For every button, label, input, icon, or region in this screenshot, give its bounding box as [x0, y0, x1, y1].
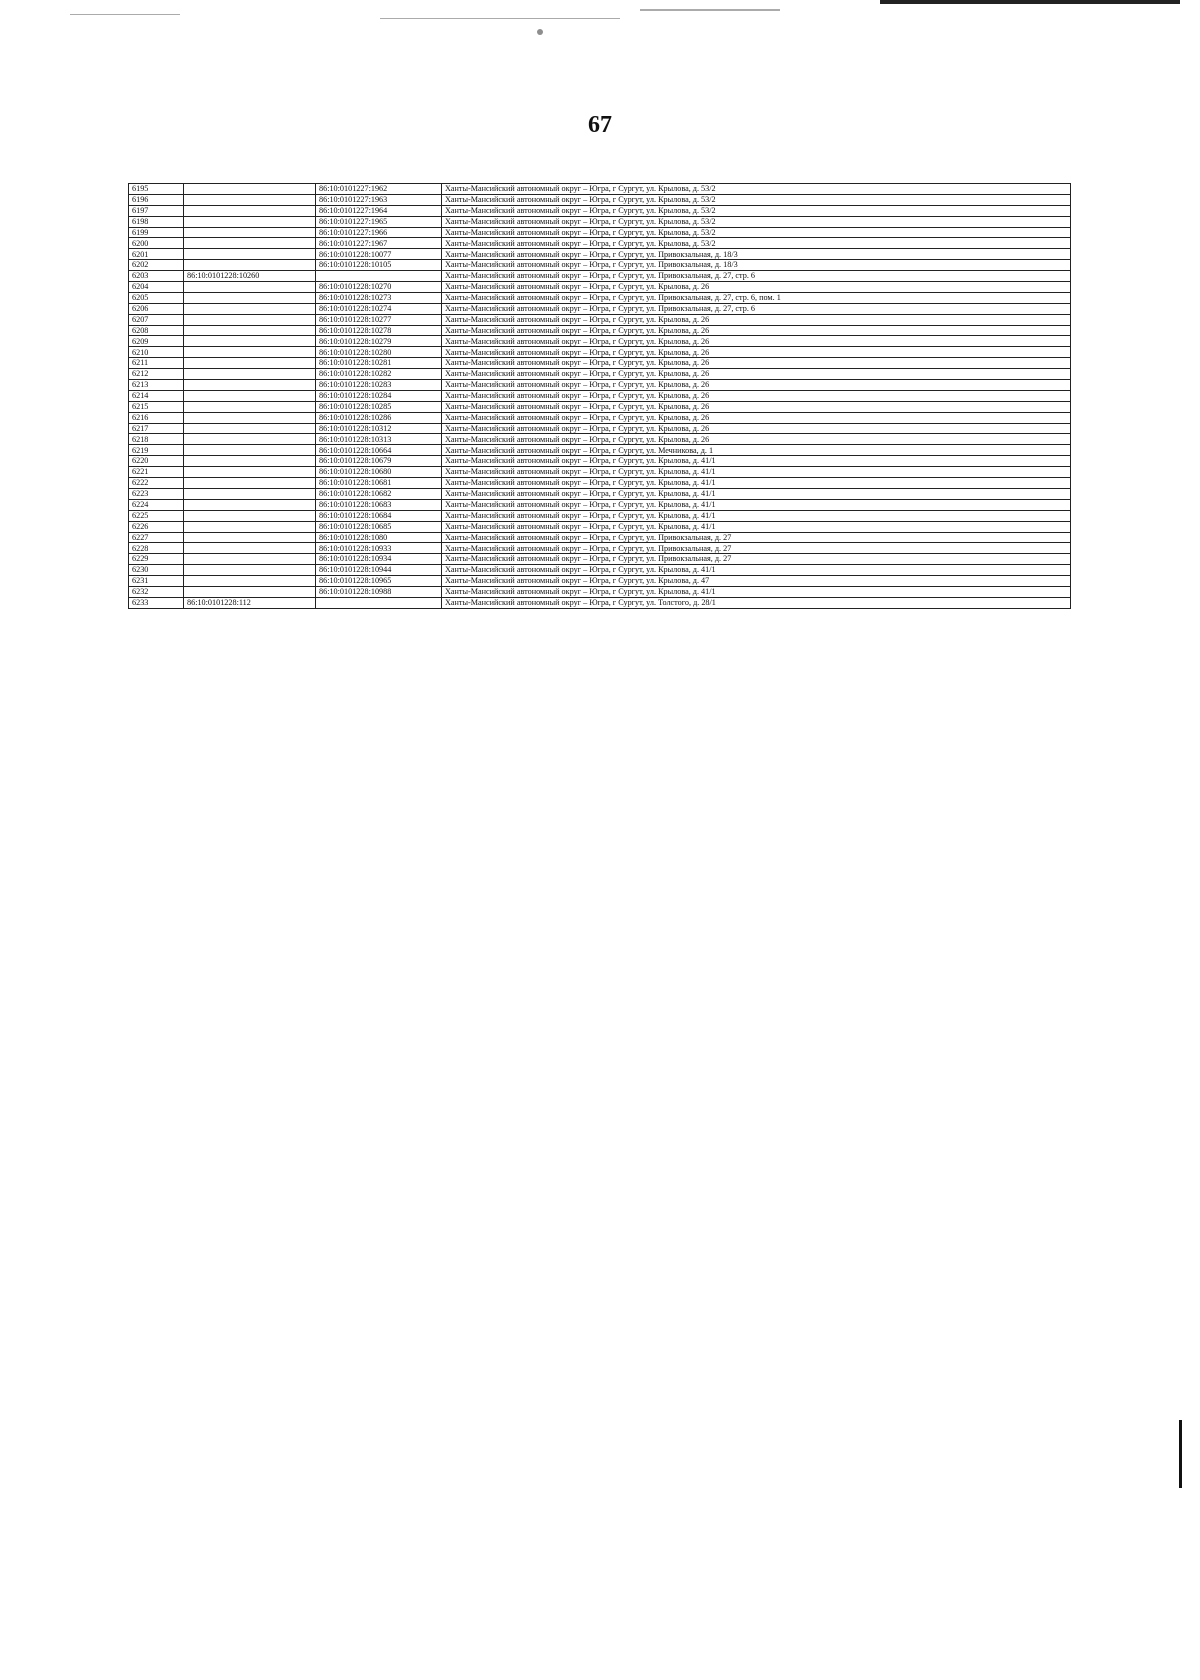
table-row: [129, 434, 1071, 445]
table-row: [129, 336, 1071, 347]
address: Ханты-Мансийский автономный округ – Югра, г Сургут, ул. Привокзальная, д. 27: [442, 554, 1071, 565]
row-number: 6223: [129, 488, 184, 499]
row-number: 6214: [129, 390, 184, 401]
table-row: [129, 401, 1071, 412]
table-row: [129, 423, 1071, 434]
row-number: 6225: [129, 510, 184, 521]
address: Ханты-Мансийский автономный округ – Югра, г Сургут, ул. Крылова, д. 53/2: [442, 238, 1071, 249]
row-number: 6206: [129, 303, 184, 314]
table-row: [129, 445, 1071, 456]
table-row: [129, 184, 1071, 195]
previous-cadastral-number: [184, 521, 316, 532]
row-number: 6228: [129, 543, 184, 554]
previous-cadastral-number: [184, 412, 316, 423]
previous-cadastral-number: 86:10:0101228:112: [184, 597, 316, 608]
cadastral-number: 86:10:0101228:10683: [316, 499, 442, 510]
address: Ханты-Мансийский автономный округ – Югра, г Сургут, ул. Крылова, д. 26: [442, 369, 1071, 380]
cadastral-number: 86:10:0101227:1967: [316, 238, 442, 249]
address: Ханты-Мансийский автономный округ – Югра, г Сургут, ул. Привокзальная, д. 18/3: [442, 260, 1071, 271]
address: Ханты-Мансийский автономный округ – Югра, г Сургут, ул. Крылова, д. 26: [442, 423, 1071, 434]
row-number: 6230: [129, 565, 184, 576]
table-row: [129, 390, 1071, 401]
table-row: [129, 325, 1071, 336]
row-number: 6205: [129, 292, 184, 303]
previous-cadastral-number: [184, 238, 316, 249]
cadastral-number: 86:10:0101228:10105: [316, 260, 442, 271]
previous-cadastral-number: [184, 543, 316, 554]
previous-cadastral-number: [184, 586, 316, 597]
row-number: 6198: [129, 216, 184, 227]
table-row: [129, 303, 1071, 314]
row-number: 6232: [129, 586, 184, 597]
address: Ханты-Мансийский автономный округ – Югра, г Сургут, ул. Крылова, д. 26: [442, 347, 1071, 358]
table-row: [129, 565, 1071, 576]
previous-cadastral-number: [184, 488, 316, 499]
row-number: 6199: [129, 227, 184, 238]
table-row: [129, 412, 1071, 423]
row-number: 6212: [129, 369, 184, 380]
cadastral-number: 86:10:0101228:1080: [316, 532, 442, 543]
registry-table: [128, 183, 1071, 609]
table-row: [129, 380, 1071, 391]
address: Ханты-Мансийский автономный округ – Югра, г Сургут, ул. Крылова, д. 41/1: [442, 510, 1071, 521]
previous-cadastral-number: [184, 478, 316, 489]
row-number: 6202: [129, 260, 184, 271]
cadastral-number: 86:10:0101228:10284: [316, 390, 442, 401]
row-number: 6213: [129, 380, 184, 391]
table-row: [129, 358, 1071, 369]
address: Ханты-Мансийский автономный округ – Югра, г Сургут, ул. Крылова, д. 53/2: [442, 184, 1071, 195]
previous-cadastral-number: [184, 205, 316, 216]
address: Ханты-Мансийский автономный округ – Югра, г Сургут, ул. Крылова, д. 26: [442, 401, 1071, 412]
previous-cadastral-number: [184, 380, 316, 391]
scan-edge-mark: [1179, 1420, 1182, 1488]
address: Ханты-Мансийский автономный округ – Югра, г Сургут, ул. Привокзальная, д. 27, стр. 6: [442, 303, 1071, 314]
previous-cadastral-number: [184, 249, 316, 260]
address: Ханты-Мансийский автономный округ – Югра, г Сургут, ул. Крылова, д. 26: [442, 282, 1071, 293]
table-row: [129, 292, 1071, 303]
table-row: [129, 369, 1071, 380]
address: Ханты-Мансийский автономный округ – Югра, г Сургут, ул. Крылова, д. 53/2: [442, 227, 1071, 238]
cadastral-number: 86:10:0101227:1962: [316, 184, 442, 195]
row-number: 6218: [129, 434, 184, 445]
previous-cadastral-number: [184, 216, 316, 227]
previous-cadastral-number: [184, 194, 316, 205]
table-row: [129, 227, 1071, 238]
row-number: 6220: [129, 456, 184, 467]
previous-cadastral-number: 86:10:0101228:10260: [184, 271, 316, 282]
table-row: [129, 271, 1071, 282]
page-number: 67: [588, 112, 612, 138]
table-row: [129, 249, 1071, 260]
cadastral-number: 86:10:0101227:1966: [316, 227, 442, 238]
address: Ханты-Мансийский автономный округ – Югра, г Сургут, ул. Крылова, д. 26: [442, 358, 1071, 369]
previous-cadastral-number: [184, 292, 316, 303]
row-number: 6208: [129, 325, 184, 336]
cadastral-number: 86:10:0101228:10682: [316, 488, 442, 499]
row-number: 6216: [129, 412, 184, 423]
cadastral-number: 86:10:0101227:1964: [316, 205, 442, 216]
table-row: [129, 205, 1071, 216]
address: Ханты-Мансийский автономный округ – Югра, г Сургут, ул. Крылова, д. 26: [442, 434, 1071, 445]
address: Ханты-Мансийский автономный округ – Югра, г Сургут, ул. Крылова, д. 26: [442, 325, 1071, 336]
previous-cadastral-number: [184, 282, 316, 293]
table-row: [129, 260, 1071, 271]
row-number: 6197: [129, 205, 184, 216]
cadastral-number: 86:10:0101228:10286: [316, 412, 442, 423]
row-number: 6217: [129, 423, 184, 434]
scan-noise: [0, 0, 1200, 40]
previous-cadastral-number: [184, 390, 316, 401]
registry-table-wrapper: [128, 183, 1070, 609]
cadastral-number: 86:10:0101228:10282: [316, 369, 442, 380]
cadastral-number: 86:10:0101228:10685: [316, 521, 442, 532]
address: Ханты-Мансийский автономный округ – Югра, г Сургут, ул. Привокзальная, д. 18/3: [442, 249, 1071, 260]
previous-cadastral-number: [184, 510, 316, 521]
cadastral-number: 86:10:0101227:1963: [316, 194, 442, 205]
previous-cadastral-number: [184, 314, 316, 325]
table-row: [129, 543, 1071, 554]
row-number: 6211: [129, 358, 184, 369]
previous-cadastral-number: [184, 456, 316, 467]
previous-cadastral-number: [184, 260, 316, 271]
address: Ханты-Мансийский автономный округ – Югра, г Сургут, ул. Крылова, д. 26: [442, 380, 1071, 391]
address: Ханты-Мансийский автономный округ – Югра, г Сургут, ул. Крылова, д. 53/2: [442, 194, 1071, 205]
cadastral-number: 86:10:0101228:10681: [316, 478, 442, 489]
row-number: 6231: [129, 576, 184, 587]
cadastral-number: 86:10:0101228:10274: [316, 303, 442, 314]
address: Ханты-Мансийский автономный округ – Югра, г Сургут, ул. Крылова, д. 26: [442, 336, 1071, 347]
address: Ханты-Мансийский автономный округ – Югра, г Сургут, ул. Крылова, д. 41/1: [442, 456, 1071, 467]
row-number: 6195: [129, 184, 184, 195]
previous-cadastral-number: [184, 499, 316, 510]
cadastral-number: 86:10:0101228:10312: [316, 423, 442, 434]
address: Ханты-Мансийский автономный округ – Югра, г Сургут, ул. Привокзальная, д. 27, стр. 6: [442, 271, 1071, 282]
cadastral-number: 86:10:0101228:10965: [316, 576, 442, 587]
cadastral-number: 86:10:0101228:10277: [316, 314, 442, 325]
address: Ханты-Мансийский автономный округ – Югра, г Сургут, ул. Привокзальная, д. 27: [442, 532, 1071, 543]
table-row: [129, 586, 1071, 597]
table-row: [129, 216, 1071, 227]
previous-cadastral-number: [184, 336, 316, 347]
table-row: [129, 499, 1071, 510]
row-number: 6227: [129, 532, 184, 543]
cadastral-number: 86:10:0101228:10077: [316, 249, 442, 260]
row-number: 6224: [129, 499, 184, 510]
row-number: 6222: [129, 478, 184, 489]
address: Ханты-Мансийский автономный округ – Югра, г Сургут, ул. Крылова, д. 53/2: [442, 216, 1071, 227]
previous-cadastral-number: [184, 369, 316, 380]
cadastral-number: 86:10:0101228:10281: [316, 358, 442, 369]
table-row: [129, 467, 1071, 478]
cadastral-number: 86:10:0101228:10684: [316, 510, 442, 521]
row-number: 6204: [129, 282, 184, 293]
address: Ханты-Мансийский автономный округ – Югра, г Сургут, ул. Крылова, д. 26: [442, 314, 1071, 325]
cadastral-number: 86:10:0101228:10283: [316, 380, 442, 391]
cadastral-number: 86:10:0101228:10944: [316, 565, 442, 576]
cadastral-number: 86:10:0101228:10285: [316, 401, 442, 412]
row-number: 6221: [129, 467, 184, 478]
address: Ханты-Мансийский автономный округ – Югра, г Сургут, ул. Привокзальная, д. 27: [442, 543, 1071, 554]
table-row: [129, 521, 1071, 532]
address: Ханты-Мансийский автономный округ – Югра, г Сургут, ул. Крылова, д. 41/1: [442, 521, 1071, 532]
address: Ханты-Мансийский автономный округ – Югра, г Сургут, ул. Крылова, д. 41/1: [442, 467, 1071, 478]
row-number: 6201: [129, 249, 184, 260]
address: Ханты-Мансийский автономный округ – Югра, г Сургут, ул. Толстого, д. 28/1: [442, 597, 1071, 608]
address: Ханты-Мансийский автономный округ – Югра, г Сургут, ул. Крылова, д. 26: [442, 412, 1071, 423]
row-number: 6210: [129, 347, 184, 358]
cadastral-number: 86:10:0101228:10664: [316, 445, 442, 456]
row-number: 6233: [129, 597, 184, 608]
table-row: [129, 194, 1071, 205]
cadastral-number: 86:10:0101228:10988: [316, 586, 442, 597]
previous-cadastral-number: [184, 325, 316, 336]
address: Ханты-Мансийский автономный округ – Югра, г Сургут, ул. Крылова, д. 47: [442, 576, 1071, 587]
previous-cadastral-number: [184, 184, 316, 195]
row-number: 6209: [129, 336, 184, 347]
previous-cadastral-number: [184, 227, 316, 238]
table-row: [129, 488, 1071, 499]
cadastral-number: 86:10:0101228:10278: [316, 325, 442, 336]
address: Ханты-Мансийский автономный округ – Югра, г Сургут, ул. Привокзальная, д. 27, стр. 6, пом. 1: [442, 292, 1071, 303]
cadastral-number: 86:10:0101228:10933: [316, 543, 442, 554]
previous-cadastral-number: [184, 358, 316, 369]
table-row: [129, 597, 1071, 608]
row-number: 6215: [129, 401, 184, 412]
table-row: [129, 347, 1071, 358]
address: Ханты-Мансийский автономный округ – Югра, г Сургут, ул. Крылова, д. 41/1: [442, 586, 1071, 597]
previous-cadastral-number: [184, 401, 316, 412]
row-number: 6219: [129, 445, 184, 456]
cadastral-number: 86:10:0101228:10934: [316, 554, 442, 565]
table-row: [129, 314, 1071, 325]
address: Ханты-Мансийский автономный округ – Югра, г Сургут, ул. Крылова, д. 41/1: [442, 499, 1071, 510]
previous-cadastral-number: [184, 347, 316, 358]
previous-cadastral-number: [184, 445, 316, 456]
table-row: [129, 282, 1071, 293]
row-number: 6196: [129, 194, 184, 205]
table-row: [129, 238, 1071, 249]
cadastral-number: 86:10:0101227:1965: [316, 216, 442, 227]
previous-cadastral-number: [184, 565, 316, 576]
address: Ханты-Мансийский автономный округ – Югра, г Сургут, ул. Крылова, д. 41/1: [442, 565, 1071, 576]
cadastral-number: 86:10:0101228:10680: [316, 467, 442, 478]
table-row: [129, 510, 1071, 521]
table-row: [129, 456, 1071, 467]
previous-cadastral-number: [184, 532, 316, 543]
cadastral-number: 86:10:0101228:10279: [316, 336, 442, 347]
table-row: [129, 576, 1071, 587]
previous-cadastral-number: [184, 576, 316, 587]
table-row: [129, 554, 1071, 565]
table-row: [129, 478, 1071, 489]
address: Ханты-Мансийский автономный округ – Югра, г Сургут, ул. Крылова, д. 26: [442, 390, 1071, 401]
cadastral-number: 86:10:0101228:10270: [316, 282, 442, 293]
previous-cadastral-number: [184, 554, 316, 565]
cadastral-number: 86:10:0101228:10679: [316, 456, 442, 467]
cadastral-number: [316, 271, 442, 282]
table-row: [129, 532, 1071, 543]
row-number: 6200: [129, 238, 184, 249]
cadastral-number: 86:10:0101228:10280: [316, 347, 442, 358]
previous-cadastral-number: [184, 423, 316, 434]
address: Ханты-Мансийский автономный округ – Югра, г Сургут, ул. Мечникова, д. 1: [442, 445, 1071, 456]
row-number: 6203: [129, 271, 184, 282]
row-number: 6229: [129, 554, 184, 565]
row-number: 6226: [129, 521, 184, 532]
row-number: 6207: [129, 314, 184, 325]
cadastral-number: 86:10:0101228:10273: [316, 292, 442, 303]
cadastral-number: [316, 597, 442, 608]
address: Ханты-Мансийский автономный округ – Югра, г Сургут, ул. Крылова, д. 53/2: [442, 205, 1071, 216]
cadastral-number: 86:10:0101228:10313: [316, 434, 442, 445]
address: Ханты-Мансийский автономный округ – Югра, г Сургут, ул. Крылова, д. 41/1: [442, 488, 1071, 499]
address: Ханты-Мансийский автономный округ – Югра, г Сургут, ул. Крылова, д. 41/1: [442, 478, 1071, 489]
previous-cadastral-number: [184, 467, 316, 478]
previous-cadastral-number: [184, 434, 316, 445]
previous-cadastral-number: [184, 303, 316, 314]
